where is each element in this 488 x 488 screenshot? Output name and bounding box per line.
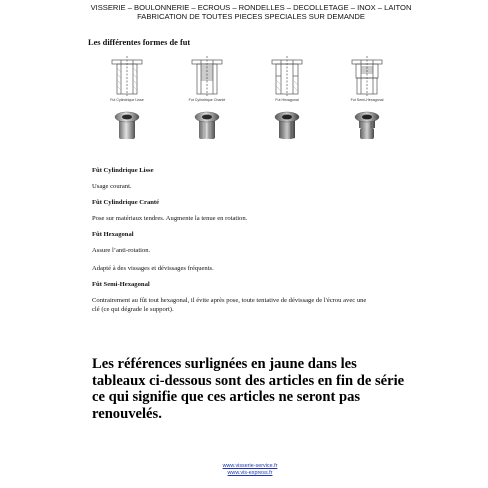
- knurled-rivet-nut-photo: [194, 110, 220, 140]
- footer-links: [200, 463, 300, 477]
- website-link-visserie-service[interactable]: www.visserie-service.fr: [222, 463, 278, 469]
- desc-text-semi-hexagonal-1: Contrairement au fût tout hexagonal, il évite après pose, toute tentative de dévissage de l'écrou avec une: [92, 297, 367, 304]
- desc-text-smooth: Usage courant.: [92, 183, 132, 190]
- figure-caption: Fut Cylindrique Lisse: [110, 98, 144, 102]
- desc-text-semi-hexagonal-2: clé (ce qui dégrade le support).: [92, 306, 174, 313]
- desc-title-hexagonal: Fût Hexagonal: [92, 231, 134, 238]
- figure-caption: Fut Semi-Hexagonal: [350, 98, 384, 102]
- hexagonal-rivet-nut-photo: [274, 110, 300, 140]
- figure-caption: Fut Cylindrique Chanté: [188, 98, 226, 102]
- smooth-rivet-nut-photo: [114, 110, 140, 140]
- desc-title-knurled: Fût Cylindrique Cranté: [92, 199, 160, 206]
- desc-title-semi-hexagonal: Fût Semi-Hexagonal: [92, 281, 150, 288]
- desc-text-hexagonal-2: Adapté à des vissages et dévissages fréquents.: [92, 265, 214, 272]
- shank-forms-figures: [92, 56, 412, 156]
- figure-semi-hexagonal: [332, 56, 402, 140]
- end-of-series-notice: Les références surlignées en jaune dans les tableaux ci-dessous sont des articles en fin de série ce qui signifie que ces articles ne seront pas renouvelés.: [92, 356, 405, 422]
- figure-caption: Fut Hexagonal: [275, 98, 299, 102]
- company-header: [56, 3, 446, 21]
- smooth-rivet-nut-icon: [104, 56, 150, 96]
- semi-hexagonal-rivet-nut-icon: [344, 56, 390, 96]
- semi-hexagonal-rivet-nut-photo: [354, 110, 380, 140]
- figure-smooth: [92, 56, 162, 140]
- hexagonal-rivet-nut-icon: [264, 56, 310, 96]
- knurled-rivet-nut-icon: [184, 56, 230, 96]
- desc-text-hexagonal-1: Assure l’anti-rotation.: [92, 247, 151, 254]
- figure-hexagonal: [252, 56, 322, 140]
- figure-knurled: [172, 56, 242, 140]
- desc-text-knurled: Pose sur matériaux tendres. Augmente la tenue en rotation.: [92, 215, 248, 222]
- website-link-vis-express[interactable]: www.vis-express.fr: [227, 470, 273, 476]
- desc-title-smooth: Fût Cylindrique Lisse: [92, 167, 154, 174]
- section-title: Les différentes formes de fut: [88, 38, 191, 47]
- header-line-1: VISSERIE – BOULONNERIE – ECROUS – RONDELLES – DECOLLETAGE – INOX – LAITON: [90, 3, 412, 12]
- header-line-2: FABRICATION DE TOUTES PIECES SPECIALES SUR DEMANDE: [137, 12, 365, 21]
